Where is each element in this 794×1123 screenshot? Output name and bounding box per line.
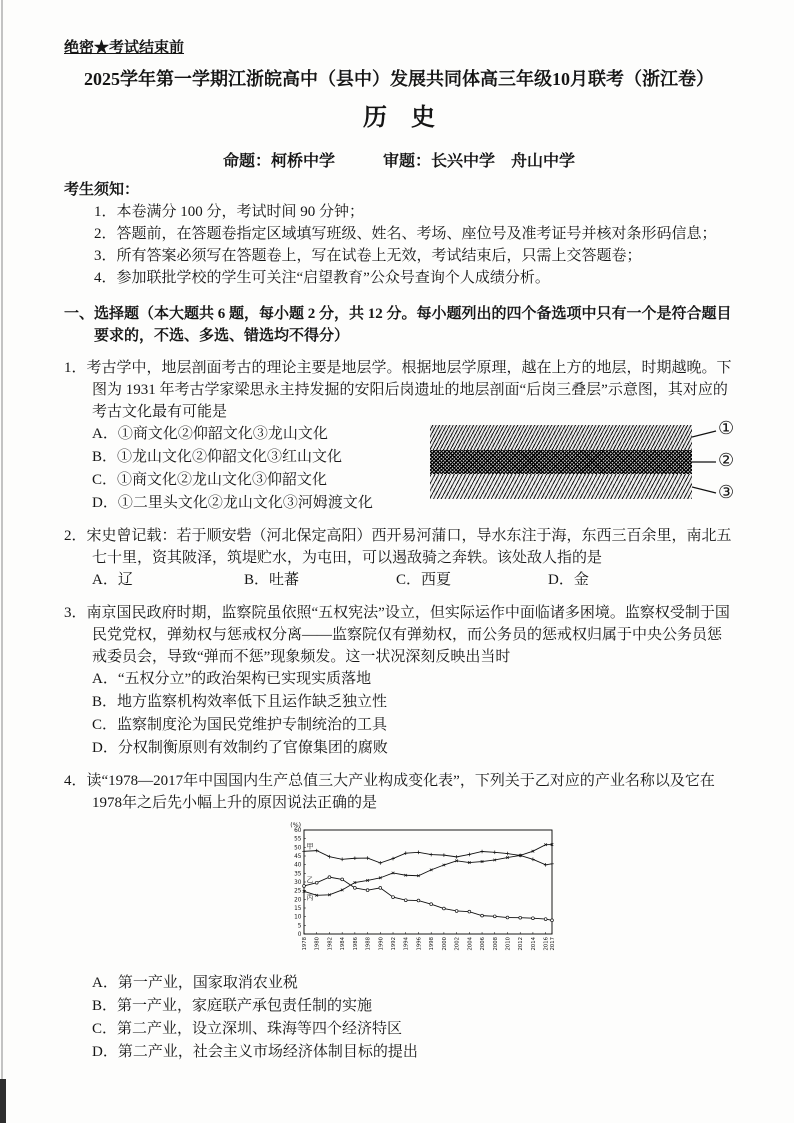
option-d: D．分权制衡原则有效制约了官僚集团的腐败 (92, 740, 388, 756)
question-4-options (64, 972, 734, 1064)
svg-text:1980: 1980 (314, 937, 321, 951)
subject-title: 历 史 (363, 105, 435, 131)
notice-item-4: 4．参加联批学校的学生可关注“启望教育”公众号查询个人成绩分析。 (94, 270, 550, 286)
question-2-stem: 2．宋史曾记载：若于顺安砦（河北保定高阳）西开易河蒲口，导水东注于海，东西三百余里，南北五七十里，资其陂泽，筑堤贮水，为屯田，可以遏敌骑之奔轶。该处敌人指的是 (64, 528, 732, 566)
question-2-options (64, 569, 734, 592)
option-a: A．辽 (92, 572, 133, 588)
scan-artifact-left-edge (1, 0, 3, 1123)
svg-text:2016: 2016 (543, 937, 550, 951)
option-a: A．“五权分立”的政治架构已实现实质落地 (92, 671, 372, 687)
svg-text:1984: 1984 (340, 937, 347, 951)
svg-text:2000: 2000 (441, 937, 448, 951)
svg-text:15: 15 (294, 906, 302, 912)
option-c: C．西夏 (396, 572, 452, 588)
svg-text:1994: 1994 (403, 937, 410, 951)
question-1 (64, 357, 734, 515)
svg-text:2008: 2008 (492, 937, 499, 951)
option-b: B．吐蕃 (244, 572, 300, 588)
svg-text:1992: 1992 (391, 937, 398, 951)
svg-text:1982: 1982 (327, 937, 334, 951)
option-a: A．第一产业，国家取消农业税 (92, 975, 298, 991)
scan-artifact-corner (0, 1079, 6, 1123)
svg-text:2017: 2017 (550, 937, 556, 951)
question-2 (64, 525, 734, 592)
stratum-label-1: ① (718, 418, 735, 439)
question-4-stem: 4．读“1978—2017年中国国内生产总值三大产业构成变化表”，下列关于乙对应的产业名称以及它在1978年之后先小幅上升的原因说法正确的是 (64, 773, 715, 811)
question-3 (64, 602, 734, 760)
svg-text:25: 25 (294, 888, 302, 895)
svg-text:50: 50 (294, 845, 302, 852)
setters-line: 命题：柯桥中学 审题：长兴中学 舟山中学 (222, 153, 575, 170)
svg-text:丙: 丙 (306, 893, 314, 902)
option-d: D．第二产业，社会主义市场经济体制目标的提出 (92, 1044, 418, 1060)
svg-text:2014: 2014 (530, 937, 537, 951)
stratigraphy-diagram (430, 418, 735, 503)
stratum-label-3: ③ (718, 482, 735, 503)
question-3-options (64, 668, 734, 760)
svg-text:2012: 2012 (518, 937, 525, 951)
svg-text:甲: 甲 (306, 842, 314, 851)
svg-text:45: 45 (294, 854, 302, 860)
svg-text:2006: 2006 (480, 937, 487, 951)
option-d: D．①二里头文化②龙山文化③河姆渡文化 (92, 495, 373, 511)
option-a: A．①商文化②仰韶文化③龙山文化 (92, 426, 328, 442)
notice-item-2: 2．答题前，在答题卷指定区域填写班级、姓名、考场、座位号及准考证号并核对条形码信息； (94, 226, 717, 242)
svg-text:1986: 1986 (352, 937, 359, 951)
strata-box (430, 425, 692, 499)
stratum-layer-1 (430, 425, 692, 450)
option-d: D．金 (548, 572, 589, 588)
exam-title: 2025学年第一学期江浙皖高中（县中）发展共同体高三年级10月联考（浙江卷） (84, 69, 714, 89)
option-b: B．第一产业，家庭联产承包责任制的实施 (92, 998, 373, 1014)
svg-text:乙: 乙 (306, 875, 314, 884)
svg-text:2010: 2010 (505, 937, 512, 951)
svg-text:60: 60 (294, 828, 302, 834)
secrecy-notice: 绝密★考试结束前 (64, 40, 185, 56)
strata-labels (718, 420, 734, 502)
option-b: B．地方监察机构效率低下且运作缺乏独立性 (92, 694, 388, 710)
option-c: C．监察制度沦为国民党维护专制统治的工具 (92, 717, 388, 733)
question-1-body (64, 418, 735, 515)
svg-text:1978: 1978 (302, 937, 308, 951)
svg-text:2002: 2002 (454, 937, 461, 951)
notice-heading: 考生须知： (64, 182, 140, 198)
svg-text:1988: 1988 (365, 937, 372, 951)
svg-text:1998: 1998 (429, 937, 436, 951)
svg-text:30: 30 (294, 880, 302, 886)
stratum-label-2: ② (718, 450, 735, 471)
option-c: C．①商文化②龙山文化③仰韶文化 (92, 472, 328, 488)
option-c: C．第二产业，设立深圳、珠海等四个经济特区 (92, 1021, 403, 1037)
svg-text:1996: 1996 (416, 937, 423, 951)
section-one-heading: 一、选择题（本大题共 6 题，每小题 2 分，共 12 分。每小题列出的四个备选项中只有一个是符合题目要求的，不选、多选、错选均不得分） (64, 306, 732, 344)
svg-text:0: 0 (297, 932, 302, 938)
notice-item-3: 3．所有答案必须写在答题卷上，写在试卷上无效，考试结束后，只需上交答题卷； (94, 248, 642, 264)
notice-item-1: 1．本卷满分 100 分，考试时间 90 分钟； (94, 204, 365, 220)
svg-text:2004: 2004 (467, 937, 474, 951)
svg-text:5: 5 (297, 923, 302, 930)
svg-text:10: 10 (294, 914, 302, 921)
gdp-composition-chart (280, 820, 560, 968)
gdp-line-chart (280, 820, 560, 968)
question-4 (64, 770, 734, 1064)
question-3-stem: 3．南京国民政府时期，监察院虽依照“五权宪法”设立，但实际运作中面临诸多困境。监察权受制于国民党党权，弹劾权与惩戒权分离——监察院仅有弹劾权，而公务员的惩戒权归属于中央公务员惩戒委员会，导致“弹而不惩”现象频发。这一状况深刻反映出当时 (64, 605, 730, 665)
svg-text:20: 20 (294, 897, 302, 904)
question-1-stem: 1．考古学中，地层剖面考古的理论主要是地层学。根据地层学原理，越在上方的地层，时期越晚。下图为 1931 年考古学家梁思永主持发掘的安阳后岗遗址的地层剖面“后岗三叠层”示意图，其对应的考古文化最有可能是 (64, 360, 732, 420)
option-b: B．①龙山文化②仰韶文化③红山文化 (92, 449, 343, 465)
stratum-layer-3 (430, 474, 692, 499)
svg-text:55: 55 (294, 836, 302, 843)
stratum-layer-2 (430, 450, 692, 475)
svg-text:35: 35 (294, 871, 302, 878)
svg-text:1990: 1990 (378, 937, 385, 951)
svg-text:40: 40 (294, 862, 302, 869)
candidate-notice-section (64, 179, 734, 289)
diagram-connector-lines (692, 425, 718, 499)
svg-text:(%): (%) (290, 822, 301, 829)
